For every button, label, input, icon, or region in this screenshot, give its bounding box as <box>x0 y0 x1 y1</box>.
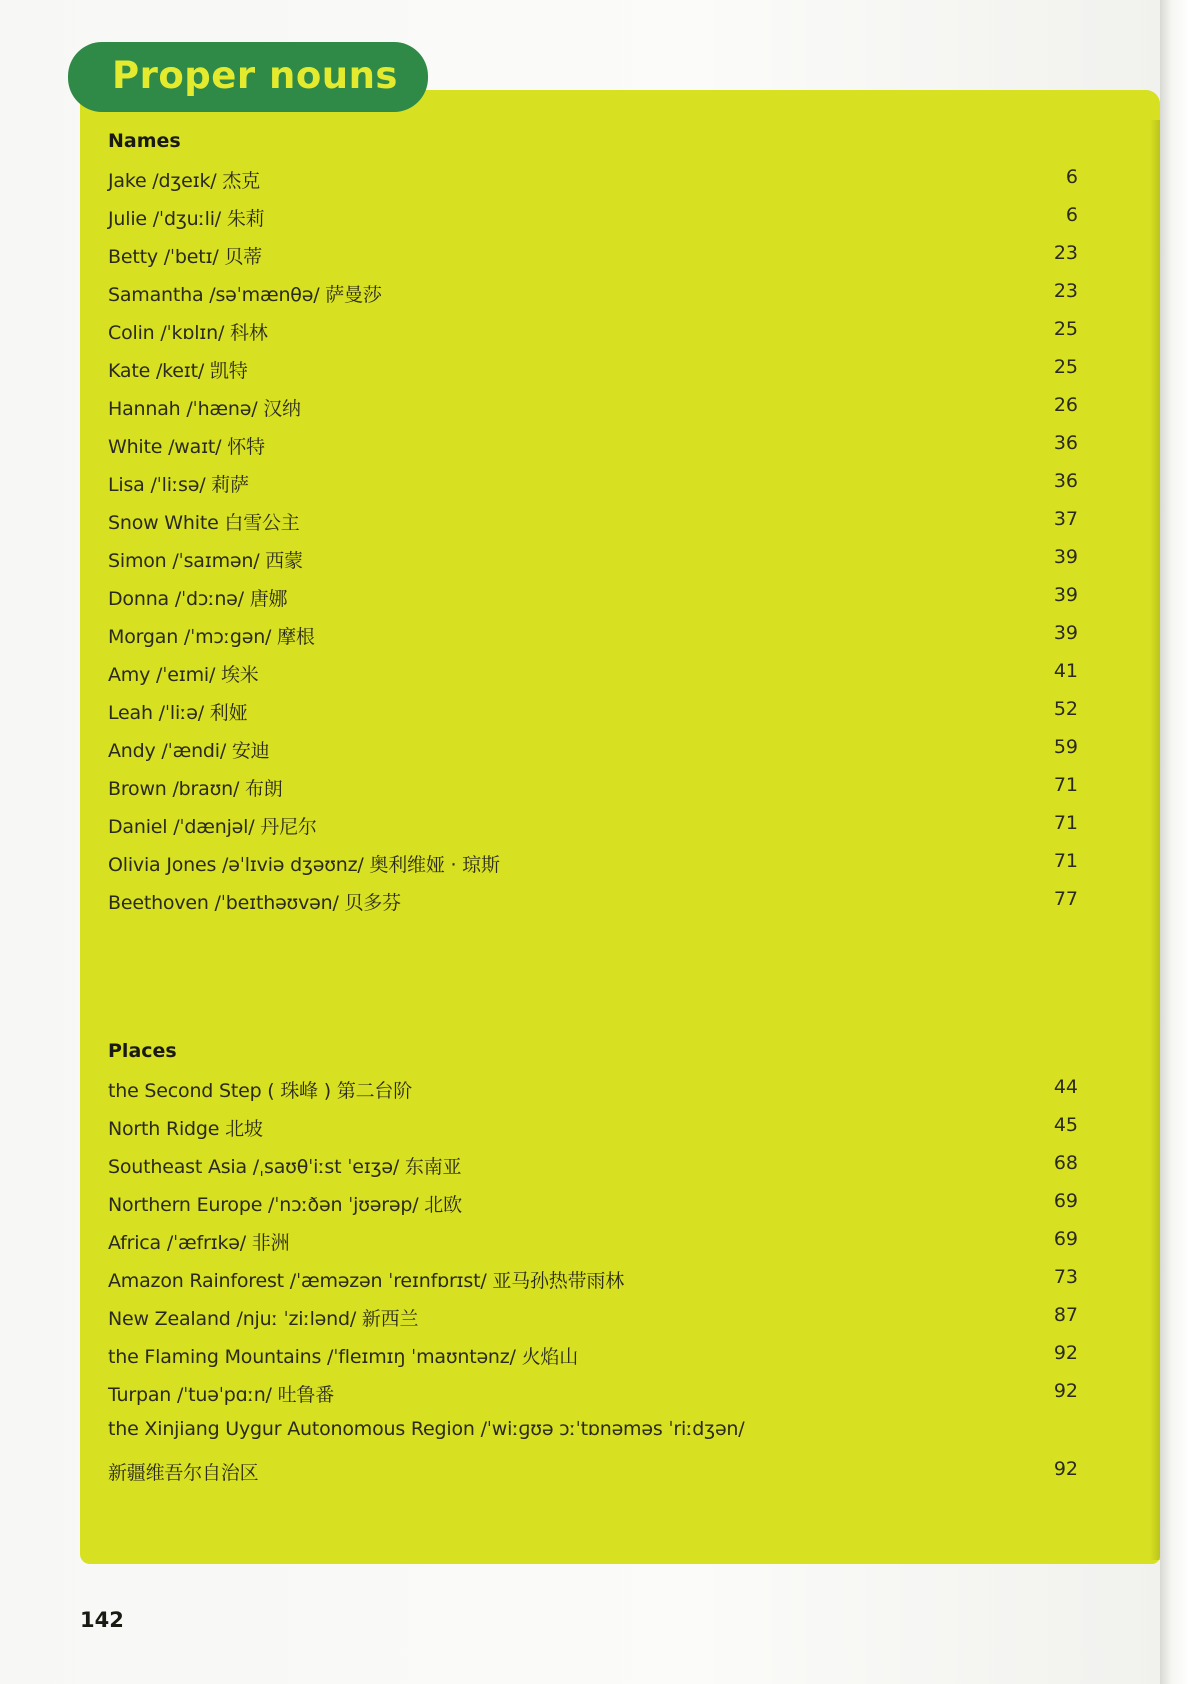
page-title: Proper nouns <box>112 54 398 97</box>
entry-page: 69 <box>1053 1190 1078 1212</box>
list-item <box>108 578 1078 616</box>
list-item <box>108 426 1078 464</box>
list-item <box>108 654 1078 692</box>
list-item <box>108 730 1078 768</box>
entry-name: the Xinjiang Uygur Autonomous Region /ˈwiːɡʊə ɔːˈtɒnəməs ˈriːdʒən/ <box>108 1418 745 1440</box>
list-item <box>108 540 1078 578</box>
list-item <box>108 274 1078 312</box>
entry-name: Samantha /səˈmænθə/ 萨曼莎 <box>108 284 382 306</box>
entry-name: Andy /ˈændi/ 安迪 <box>108 740 270 762</box>
entry-name: Jake /dʒeɪk/ 杰克 <box>108 170 260 192</box>
entry-page: 25 <box>1053 356 1078 378</box>
panel-shadow <box>1150 120 1160 1560</box>
entry-name: Donna /ˈdɔːnə/ 唐娜 <box>108 588 288 610</box>
list-item <box>108 844 1078 882</box>
entry-page: 39 <box>1053 584 1078 606</box>
entry-page: 41 <box>1053 660 1078 682</box>
entry-name: Leah /ˈliːə/ 利娅 <box>108 702 248 724</box>
entry-name: 新疆维吾尔自治区 <box>108 1462 259 1484</box>
list-item <box>108 1412 1078 1450</box>
entry-page: 36 <box>1053 432 1078 454</box>
list-item <box>108 616 1078 654</box>
entry-page: 87 <box>1053 1304 1078 1326</box>
entry-page: 77 <box>1053 888 1078 910</box>
list-item <box>108 1146 1078 1184</box>
list-item <box>108 1374 1078 1412</box>
list-item <box>108 388 1078 426</box>
entry-page: 26 <box>1053 394 1078 416</box>
entry-name: Brown /braʊn/ 布朗 <box>108 778 283 800</box>
entry-page: 36 <box>1053 470 1078 492</box>
list-item <box>108 160 1078 198</box>
list-item <box>108 236 1078 274</box>
entry-name: the Flaming Mountains /ˈfleɪmɪŋ ˈmaʊntənz/ 火焰山 <box>108 1346 578 1368</box>
list-item <box>108 1260 1078 1298</box>
list-item <box>108 1222 1078 1260</box>
entry-page: 71 <box>1053 812 1078 834</box>
list-item <box>108 1336 1078 1374</box>
list-item <box>108 692 1078 730</box>
list-item <box>108 1184 1078 1222</box>
entry-name: Amazon Rainforest /ˈæməzən ˈreɪnfɒrɪst/ 亚马孙热带雨林 <box>108 1270 625 1292</box>
list-item <box>108 1070 1078 1108</box>
list-item <box>108 198 1078 236</box>
entry-page: 23 <box>1053 242 1078 264</box>
entry-page: 23 <box>1053 280 1078 302</box>
entry-name: Snow White 白雪公主 <box>108 512 300 534</box>
entry-name: the Second Step ( 珠峰 ) 第二台阶 <box>108 1080 413 1102</box>
page-number: 142 <box>80 1608 124 1632</box>
entry-name: White /waɪt/ 怀特 <box>108 436 265 458</box>
entry-name: Simon /ˈsaɪmən/ 西蒙 <box>108 550 303 572</box>
entry-name: Olivia Jones /əˈlɪviə dʒəʊnz/ 奥利维娅 · 琼斯 <box>108 854 500 876</box>
entry-page: 71 <box>1053 774 1078 796</box>
section-heading-places: Places <box>108 1040 177 1062</box>
entry-page: 69 <box>1053 1228 1078 1250</box>
list-item <box>108 312 1078 350</box>
list-item <box>108 768 1078 806</box>
list-item <box>108 350 1078 388</box>
entry-name: Africa /ˈæfrɪkə/ 非洲 <box>108 1232 290 1254</box>
entry-page: 92 <box>1053 1458 1078 1480</box>
entry-page: 71 <box>1053 850 1078 872</box>
entry-page: 44 <box>1053 1076 1078 1098</box>
entry-page: 37 <box>1053 508 1078 530</box>
entry-page: 92 <box>1053 1342 1078 1364</box>
entry-name: Beethoven /ˈbeɪthəʊvən/ 贝多芬 <box>108 892 401 914</box>
list-item <box>108 1452 1078 1490</box>
entry-page: 68 <box>1053 1152 1078 1174</box>
entry-page: 25 <box>1053 318 1078 340</box>
entry-name: New Zealand /njuː ˈziːlənd/ 新西兰 <box>108 1308 419 1330</box>
list-item <box>108 464 1078 502</box>
entry-page: 39 <box>1053 546 1078 568</box>
entry-page: 92 <box>1053 1380 1078 1402</box>
entry-page: 45 <box>1053 1114 1078 1136</box>
entry-name: Daniel /ˈdænjəl/ 丹尼尔 <box>108 816 317 838</box>
entry-name: Kate /keɪt/ 凯特 <box>108 360 248 382</box>
list-item <box>108 502 1078 540</box>
section-heading-names: Names <box>108 130 181 152</box>
entry-name: Southeast Asia /ˌsaʊθˈiːst ˈeɪʒə/ 东南亚 <box>108 1156 462 1178</box>
list-item <box>108 806 1078 844</box>
entry-page: 52 <box>1053 698 1078 720</box>
entry-name: North Ridge 北坡 <box>108 1118 263 1140</box>
entry-name: Northern Europe /ˈnɔːðən ˈjʊərəp/ 北欧 <box>108 1194 462 1216</box>
entry-name: Colin /ˈkɒlɪn/ 科林 <box>108 322 268 344</box>
title-tab <box>68 42 428 112</box>
entry-page: 6 <box>1065 204 1078 226</box>
list-item <box>108 882 1078 920</box>
list-item <box>108 1108 1078 1146</box>
entry-page: 59 <box>1053 736 1078 758</box>
entry-name: Julie /ˈdʒuːli/ 朱莉 <box>108 208 265 230</box>
entry-name: Amy /ˈeɪmi/ 埃米 <box>108 664 259 686</box>
entry-name: Turpan /ˈtuəˈpɑːn/ 吐鲁番 <box>108 1384 334 1406</box>
page-edge <box>1160 0 1190 1684</box>
list-item <box>108 1298 1078 1336</box>
entry-name: Betty /ˈbetɪ/ 贝蒂 <box>108 246 263 268</box>
entry-name: Hannah /ˈhænə/ 汉纳 <box>108 398 301 420</box>
entry-name: Lisa /ˈliːsə/ 莉萨 <box>108 474 249 496</box>
entry-name: Morgan /ˈmɔːgən/ 摩根 <box>108 626 315 648</box>
entry-page: 6 <box>1065 166 1078 188</box>
entry-page: 39 <box>1053 622 1078 644</box>
entry-page: 73 <box>1053 1266 1078 1288</box>
